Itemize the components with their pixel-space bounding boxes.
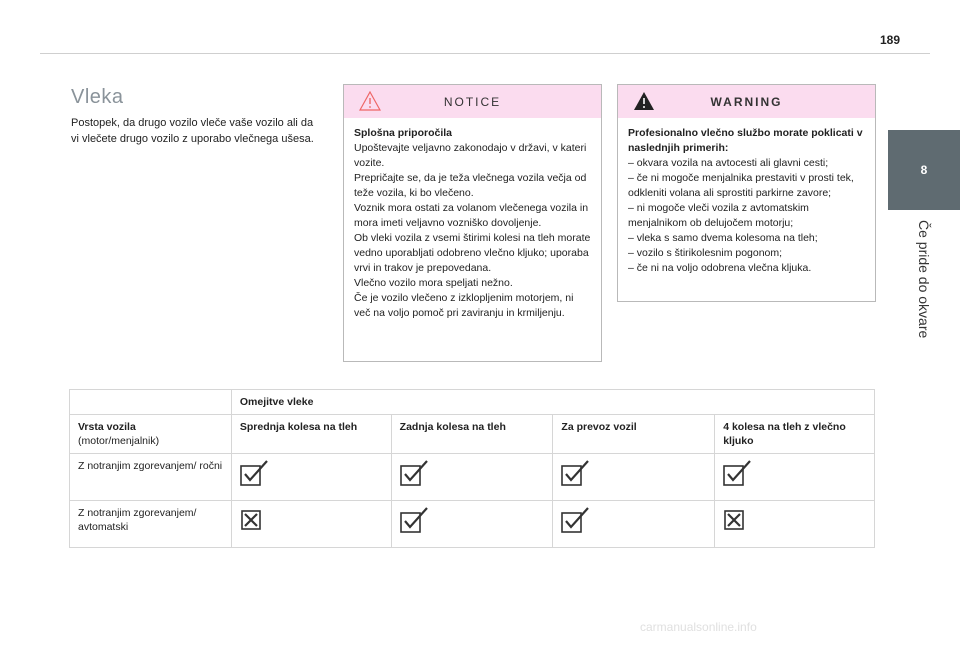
check-icon bbox=[231, 454, 391, 501]
watermark: carmanualsonline.info bbox=[640, 620, 757, 634]
notice-heading: Splošna priporočila bbox=[354, 127, 453, 139]
warning-triangle-icon bbox=[633, 91, 655, 114]
table-group-header: Omejitve vleke bbox=[231, 390, 874, 415]
table-row bbox=[70, 501, 875, 548]
notice-line: Voznik mora ostati za volanom vlečenega vozila in mora imeti veljavno vozniško dovoljenje. bbox=[354, 202, 589, 229]
cross-icon bbox=[231, 501, 391, 548]
warning-item: – če ni na voljo odobrena vlečna kljuka. bbox=[628, 262, 812, 274]
warning-item: – okvara vozila na avtocesti ali glavni cesti; bbox=[628, 157, 829, 169]
top-rule bbox=[40, 53, 930, 54]
notice-line: Vlečno vozilo mora speljati nežno. bbox=[354, 277, 513, 289]
warning-item: – vleka s samo dvema kolesoma na tleh; bbox=[628, 232, 818, 244]
table-row bbox=[70, 454, 875, 501]
table-corner-cell bbox=[70, 390, 232, 415]
check-icon bbox=[391, 454, 553, 501]
section-title: Vleka bbox=[71, 86, 124, 108]
column-header: Za prevoz vozil bbox=[553, 415, 715, 454]
notice-line: Ob vleki vozila z vsemi štirimi kolesi na tleh morate vedno uporabljati odobreno vlečno kljuko; uporaba vrvi in trakov je prepovedana. bbox=[354, 232, 591, 274]
notice-title: NOTICE bbox=[443, 94, 502, 109]
notice-line: Upoštevajte veljavno zakonodajo v državi, v kateri vozite. bbox=[354, 142, 587, 169]
check-icon bbox=[553, 454, 715, 501]
warning-header bbox=[618, 85, 875, 118]
check-icon bbox=[715, 454, 875, 501]
page-number: 189 bbox=[880, 33, 901, 47]
warning-item: – če ni mogoče menjalnika prestaviti v prosti tek, odkleniti volana ali sprostiti parkirne zavore; bbox=[628, 172, 854, 199]
row-header-subtitle: (motor/menjalnik) bbox=[78, 435, 160, 447]
intro-text: Postopek, da drugo vozilo vleče vaše vozilo ali da vi vlečete drugo vozilo z uporabo vlečnega ušesa. bbox=[71, 117, 314, 145]
notice-line: Če je vozilo vlečeno z izklopljenim motorjem, ni več na voljo pomoč pri zaviranju in krmiljenju. bbox=[354, 292, 574, 319]
column-header: Sprednja kolesa na tleh bbox=[231, 415, 391, 454]
table-group-header-row bbox=[70, 390, 875, 415]
chapter-title: Če pride do okvare bbox=[916, 220, 932, 339]
warning-item: – vozilo s štirikolesnim pogonom; bbox=[628, 247, 783, 259]
row-label: Z notranjim zgorevanjem/ avtomatski bbox=[70, 501, 232, 548]
notice-box bbox=[343, 84, 602, 362]
table-header-row bbox=[70, 415, 875, 454]
column-header: 4 kolesa na tleh z vlečno kljuko bbox=[715, 415, 875, 454]
warning-item: – ni mogoče vleči vozila z avtomatskim menjalnikom ob delujočem motorju; bbox=[628, 202, 809, 229]
check-icon bbox=[391, 501, 553, 548]
warning-heading: Profesionalno vlečno službo morate poklicati v naslednjih primerih: bbox=[628, 127, 863, 154]
warning-triangle-icon bbox=[359, 91, 381, 114]
chapter-tab[interactable]: 8 bbox=[888, 130, 960, 210]
notice-line: Prepričajte se, da je teža vlečnega vozila večja od teže vozila, ki bo vlečeno. bbox=[354, 172, 587, 199]
cross-icon bbox=[715, 501, 875, 548]
check-icon bbox=[553, 501, 715, 548]
column-header: Zadnja kolesa na tleh bbox=[391, 415, 553, 454]
towing-restrictions-table bbox=[69, 389, 875, 548]
row-label: Z notranjim zgorevanjem/ ročni bbox=[70, 454, 232, 501]
warning-box bbox=[617, 84, 876, 302]
notice-header bbox=[344, 85, 601, 118]
warning-title: WARNING bbox=[710, 94, 783, 109]
row-header-title-cell: Vrsta vozila (motor/menjalnik) bbox=[70, 415, 232, 454]
